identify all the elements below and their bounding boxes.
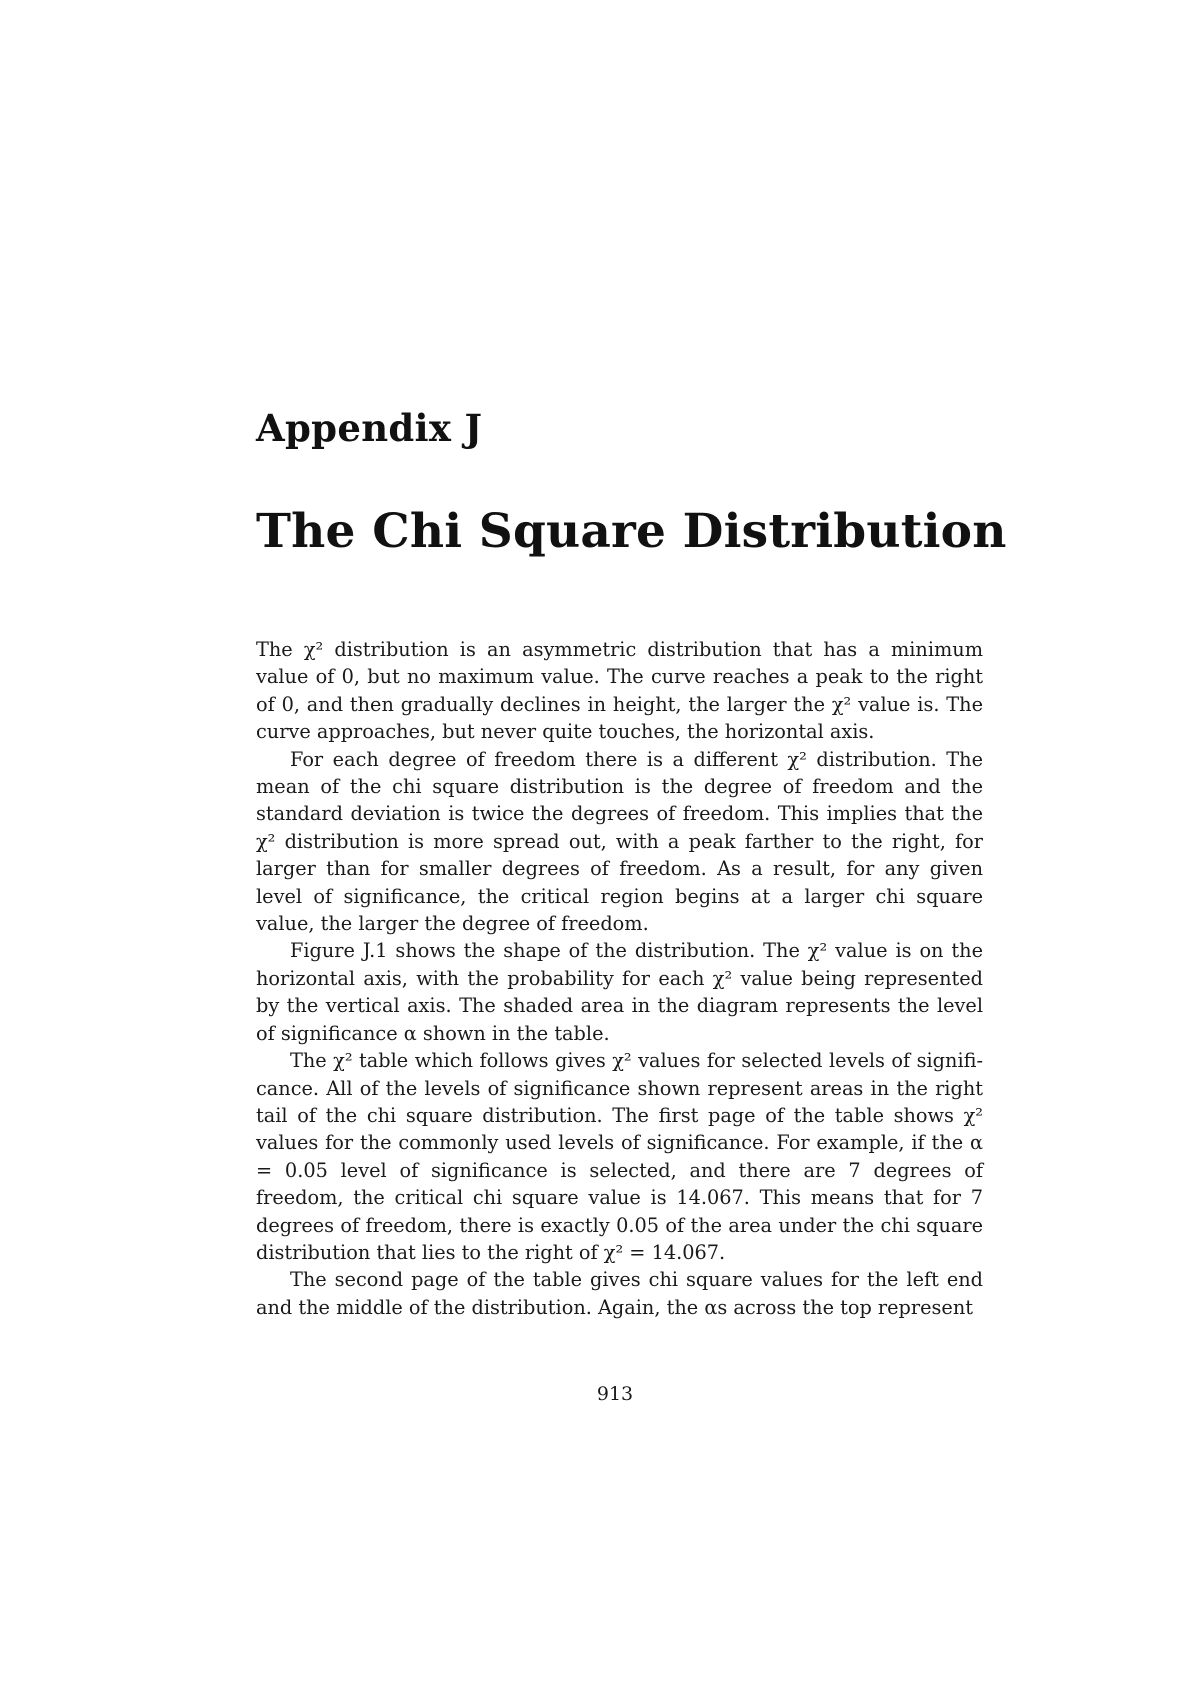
paragraph-4: The χ² table which follows gives χ² values for selected levels of significance. All of the levels of significance shown represent areas in the right tail of the chi square distribution. The first page of the table shows χ² values for the commonly used levels of significance. For example, if the α = 0.05 level of significance is selected, and there are 7 degrees of freedom, the critical chi square value is 14.067. This means that for 7 degrees of freedom, there is exactly 0.05 of the area under the chi square distribution that lies to the right of χ² = 14.067. (256, 1049, 983, 1264)
paragraph-1: The χ² distribution is an asymmetric distribution that has a minimum value of 0, but no maximum value. The curve reaches a peak to the right of 0, and then gradually declines in height, the larger the χ² value is. The curve approaches, but never quite touches, the horizontal axis. (256, 638, 983, 744)
chapter-label: Appendix J (256, 406, 483, 450)
chapter-title: The Chi Square Distribution (256, 504, 1007, 559)
paragraph-3: Figure J.1 shows the shape of the distribution. The χ² value is on the horizontal axis, with the probability for each χ² value being represented by the vertical axis. The shaded area in the diagram represents the level of significance α shown in the table. (256, 939, 983, 1045)
body-text (256, 636, 983, 1321)
page-number: 913 (596, 1383, 634, 1405)
paragraph-5: The second page of the table gives chi square values for the left end and the middle of the distribution. Again, the αs across the top represent (256, 1268, 983, 1319)
paragraph-2: For each degree of freedom there is a different χ² distribution. The mean of the chi square distribution is the degree of freedom and the standard deviation is twice the degrees of freedom. This implies that the χ² distribution is more spread out, with a peak farther to the right, for larger than for smaller degrees of freedom. As a result, for any given level of significance, the critical region begins at a larger chi square value, the larger the degree of freedom. (256, 747, 983, 936)
